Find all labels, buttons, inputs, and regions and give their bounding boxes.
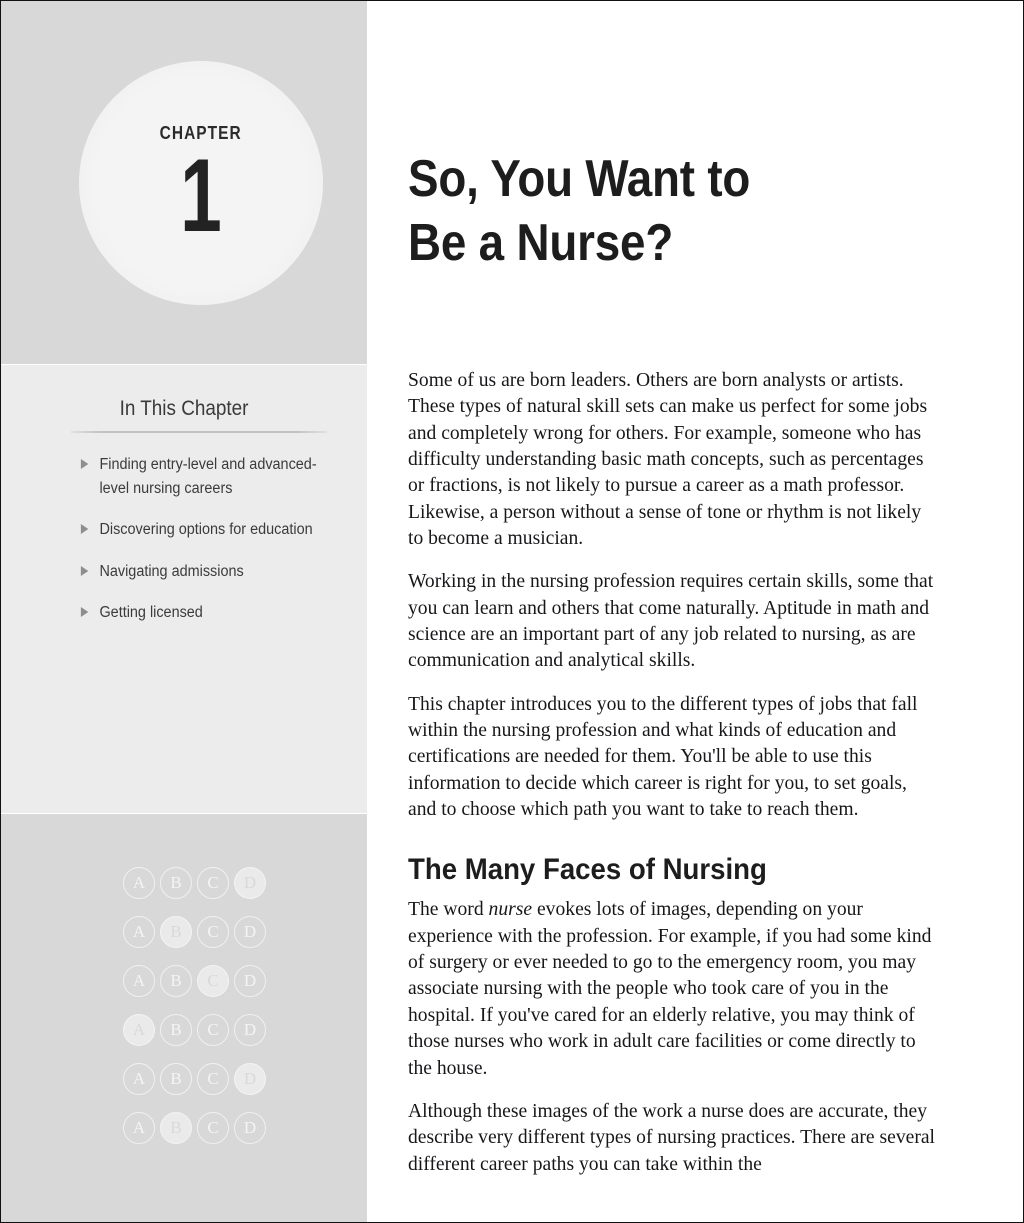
- section-heading: The Many Faces of Nursing: [408, 853, 767, 887]
- answer-bubble-d: D: [234, 916, 266, 948]
- list-item: [79, 560, 330, 584]
- list-item: [79, 453, 330, 500]
- body-content: [408, 368, 936, 1178]
- triangle-bullet-icon: [81, 524, 88, 534]
- answer-bubble-c: C: [197, 965, 229, 997]
- triangle-bullet-icon: [81, 459, 88, 469]
- answer-bubble-b: B: [160, 916, 192, 948]
- answer-bubble-a: A: [123, 867, 155, 899]
- page-title-line-2: Be a Nurse?: [408, 214, 674, 273]
- paragraph-text-before-term: The word: [408, 899, 489, 921]
- page-title: [408, 147, 936, 276]
- chapter-label: CHAPTER: [159, 122, 243, 143]
- triangle-bullet-icon: [81, 566, 88, 576]
- answer-bubble-row: [123, 1063, 283, 1095]
- list-item-label: Getting licensed: [99, 604, 203, 622]
- answer-bubble-row: [123, 1014, 283, 1046]
- in-this-chapter-heading: In This Chapter: [119, 397, 249, 420]
- sidebar: [1, 1, 367, 1223]
- answer-bubble-c: C: [197, 1063, 229, 1095]
- answer-bubble-d: D: [234, 965, 266, 997]
- answer-bubble-c: C: [197, 867, 229, 899]
- answer-bubble-c: C: [197, 916, 229, 948]
- answer-bubble-grid: [123, 867, 283, 1161]
- answer-bubble-a: A: [123, 1063, 155, 1095]
- answer-bubble-row: [123, 965, 283, 997]
- answer-bubble-a: A: [123, 916, 155, 948]
- page-title-line-1: So, You Want to: [408, 150, 751, 208]
- list-item: [79, 518, 330, 542]
- answer-bubble-c: C: [197, 1112, 229, 1144]
- paragraph: Some of us are born leaders. Others are born analysts or artists. These types of natural skill sets can make us perfect for some jobs and completely wrong for others. For example, someone who has difficulty understanding basic math concepts, such as percentages or fractions, is not likely to pursue a career as a math professor. Likewise, a person without a sense of tone or rhythm is not likely to become a musician.: [408, 369, 928, 549]
- in-this-chapter-list: [79, 453, 349, 643]
- answer-bubble-row: [123, 1112, 283, 1144]
- main-column: [408, 1, 936, 1178]
- list-item-label: Finding entry-level and advanced-level nursing careers: [99, 456, 317, 497]
- paragraph: Although these images of the work a nurse does are accurate, they describe very different types of nursing practices. There are several different career paths you can take within the: [408, 1100, 935, 1175]
- answer-bubble-d: D: [234, 867, 266, 899]
- list-item: [79, 601, 330, 625]
- chapter-number: 1: [180, 137, 222, 254]
- triangle-bullet-icon: [81, 607, 88, 617]
- answer-bubble-b: B: [160, 1014, 192, 1046]
- answer-bubble-b: B: [160, 867, 192, 899]
- answer-bubble-d: D: [234, 1014, 266, 1046]
- answer-bubble-d: D: [234, 1112, 266, 1144]
- list-item-label: Navigating admissions: [99, 562, 244, 580]
- answer-bubble-row: [123, 867, 283, 899]
- answer-bubble-a: A: [123, 1014, 155, 1046]
- paragraph: This chapter introduces you to the different types of jobs that fall within the nursing profession and what kinds of education and certifications are needed for them. You'll be able to use this information to decide which career is right for you, to set goals, and to choose which path you want to take to reach them.: [408, 693, 918, 821]
- answer-bubble-b: B: [160, 1112, 192, 1144]
- paragraph: Working in the nursing profession requires certain skills, some that you can learn and others that come naturally. Aptitude in math and science are an important part of any job related to nursing, as are communication and analytical skills.: [408, 571, 934, 672]
- emphasized-term: nurse: [488, 899, 533, 921]
- answer-bubble-row: [123, 916, 283, 948]
- chapter-medallion: [79, 61, 323, 305]
- paragraph-text-after-term: evokes lots of images, depending on your experience with the profession. For example, if you had some kind of surgery or ever needed to go to the emergency room, you may associate nursing with the people who took care of you in the hospital. If you've cared for an elderly relative, you may think of those nurses who work in adult care facilities or come directly to the house.: [408, 899, 932, 1079]
- answer-bubble-d: D: [234, 1063, 266, 1095]
- in-this-chapter-divider: [71, 431, 327, 433]
- answer-bubble-a: A: [123, 1112, 155, 1144]
- answer-bubble-b: B: [160, 965, 192, 997]
- paragraph-with-term: [408, 897, 936, 1081]
- answer-bubble-a: A: [123, 965, 155, 997]
- answer-bubble-b: B: [160, 1063, 192, 1095]
- list-item-label: Discovering options for education: [99, 521, 313, 539]
- answer-bubble-c: C: [197, 1014, 229, 1046]
